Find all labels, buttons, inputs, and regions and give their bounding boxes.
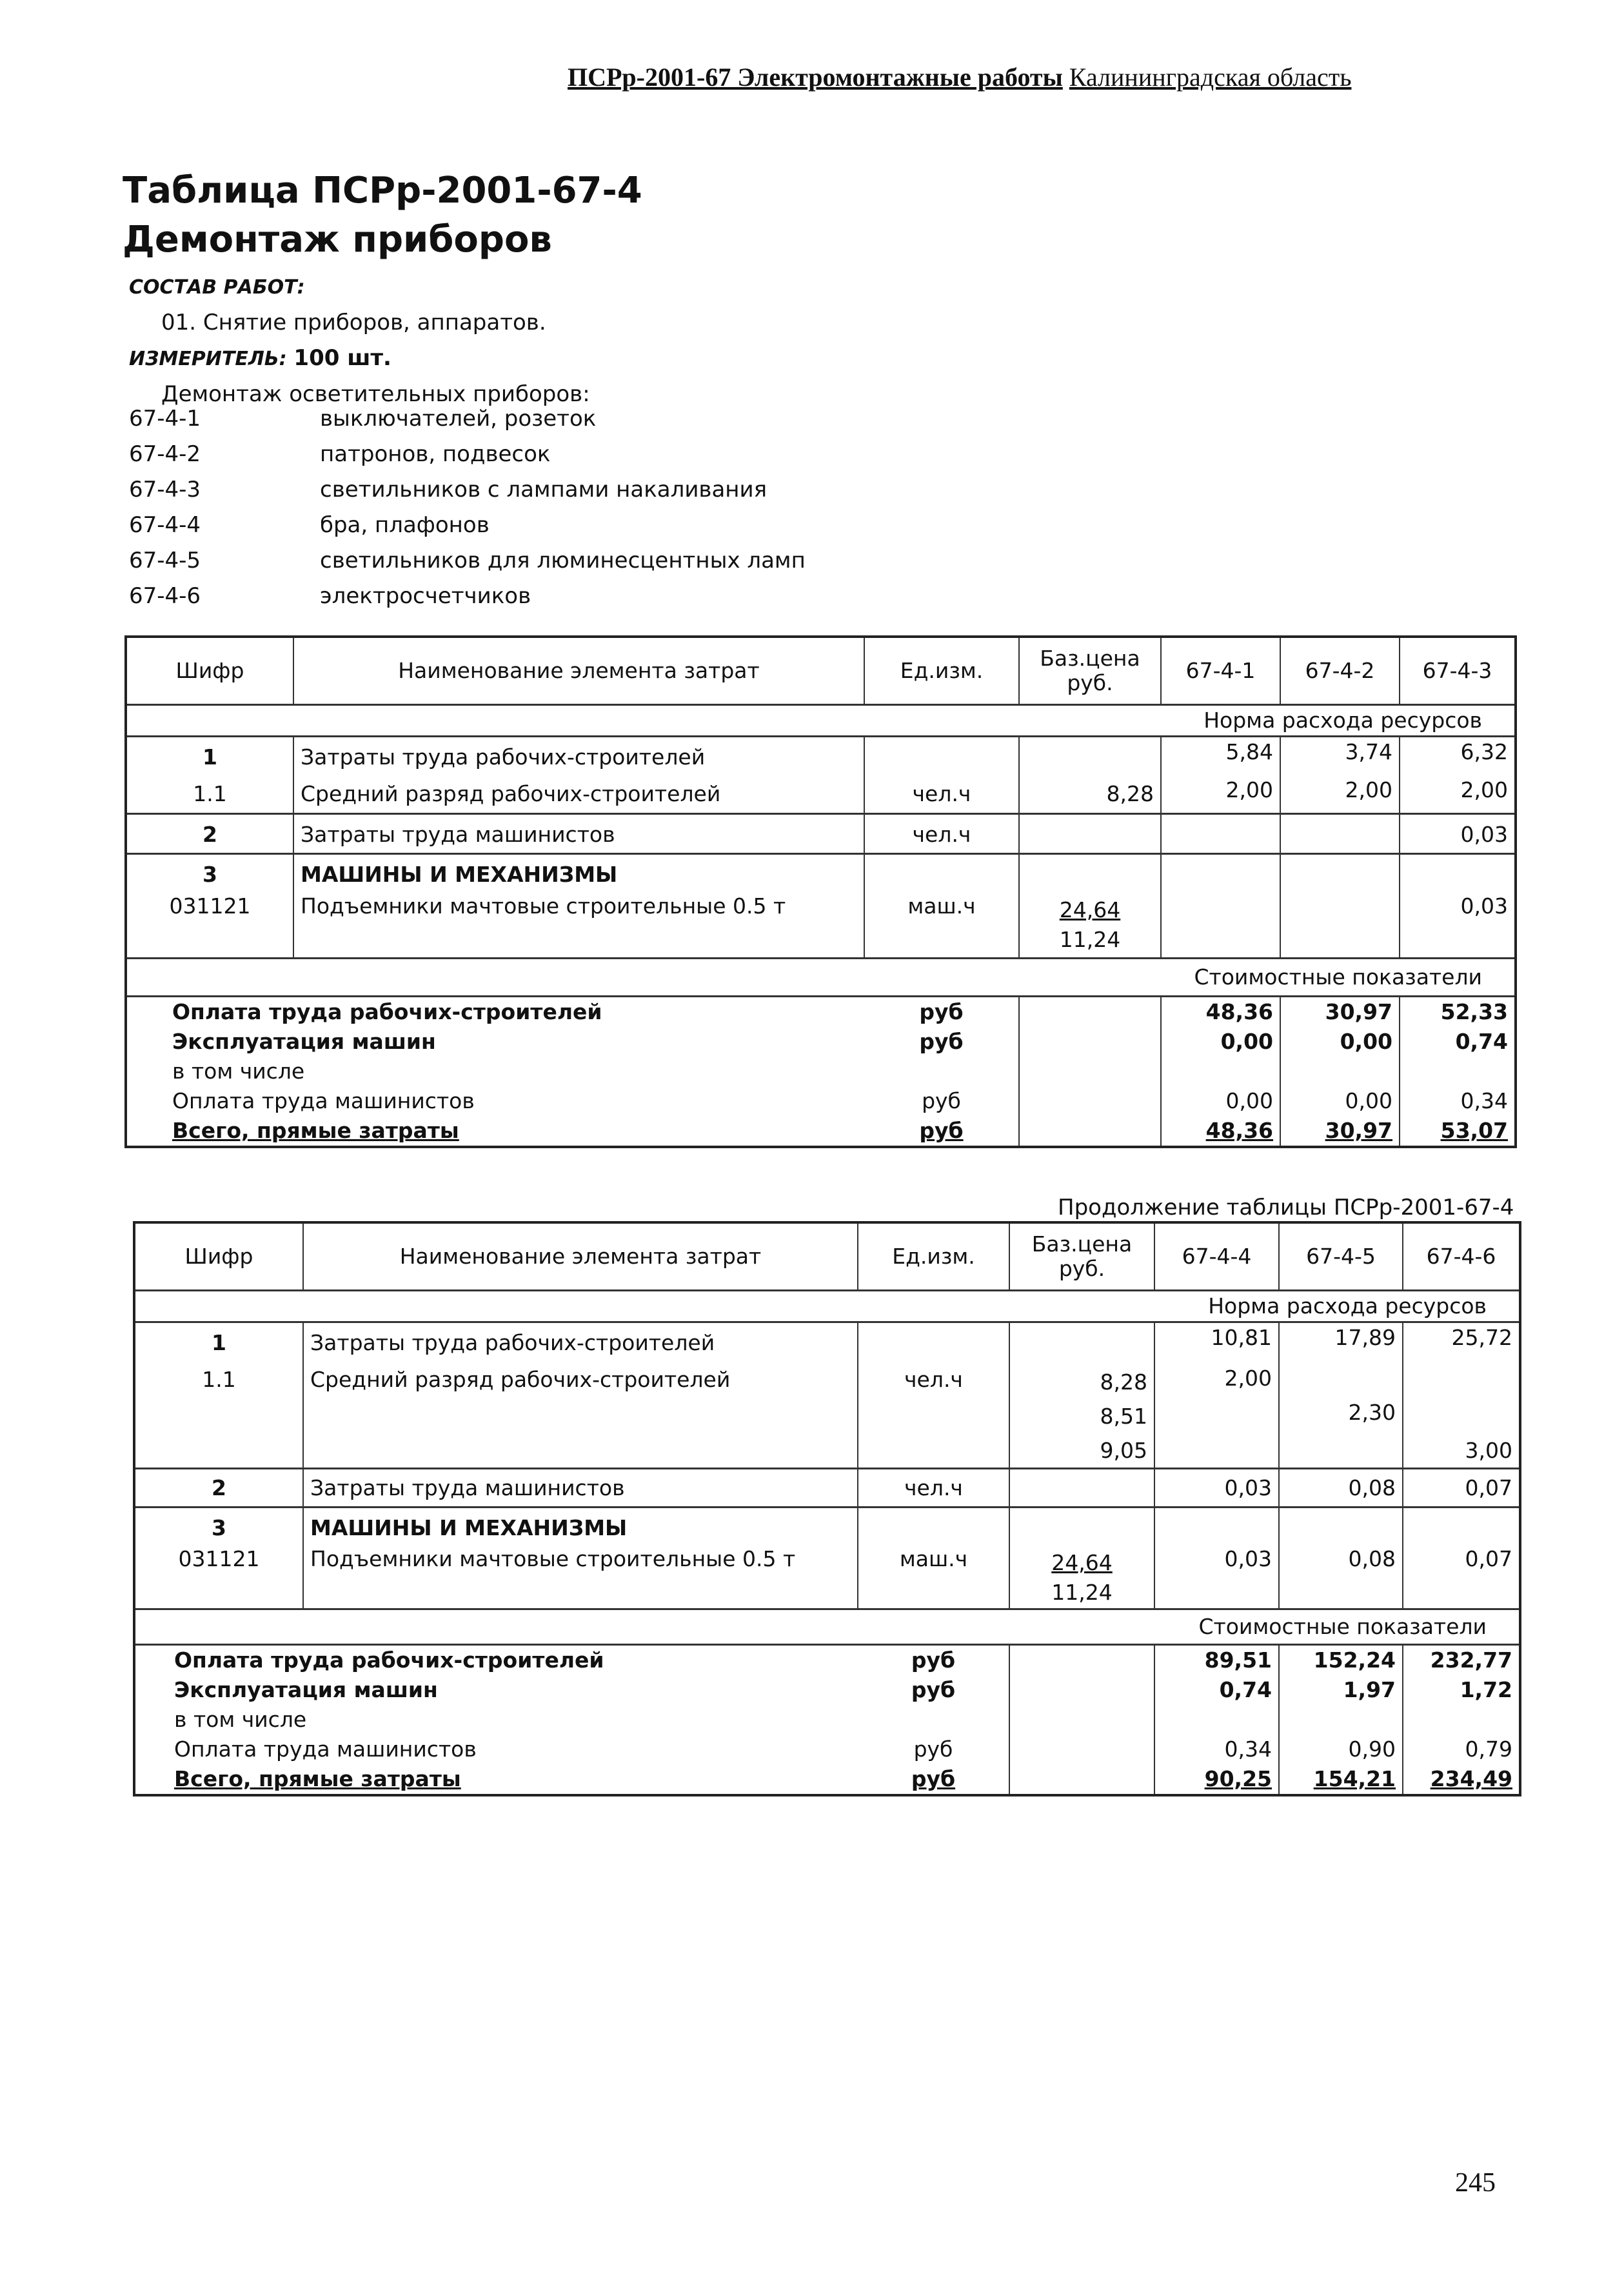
col-name: Наименование элемента затрат [293, 637, 864, 705]
measure-line [129, 341, 590, 377]
table-row: 3 МАШИНЫ И МЕХАНИЗМЫ [126, 854, 1516, 891]
table-row: 1 Затраты труда рабочих-строителей 10,81 17,89 25,72 [134, 1322, 1520, 1361]
item-code: 67-4-3 [129, 477, 201, 503]
list-item [129, 401, 806, 437]
page-number: 245 [1455, 2168, 1496, 2198]
cost-row-total: Всего, прямые затраты руб 48,36 30,97 53,07 [126, 1116, 1516, 1147]
cost-row: в том числе [126, 1057, 1516, 1086]
table-row: 1 Затраты труда рабочих-строителей 5,84 3,74 6,32 [126, 737, 1516, 775]
continuation-caption: Продолжение таблицы ПСРр-2001-67-4 [1058, 1195, 1514, 1220]
composition-label: СОСТАВ РАБОТ: [129, 276, 305, 299]
col-67-4-6: 67-4-6 [1403, 1222, 1520, 1291]
col-67-4-4: 67-4-4 [1154, 1222, 1279, 1291]
title-line-2: Демонтаж приборов [123, 219, 552, 261]
running-header [568, 62, 1509, 92]
item-code: 67-4-5 [129, 548, 201, 573]
header-title: ПСРр-2001-67 Электромонтажные работы [568, 63, 1063, 92]
col-unit: Ед.изм. [858, 1222, 1009, 1291]
table-row: 031121 Подъемники мачтовые строительные 0.5 т маш.ч 24,64 11,24 0,03 0,08 0,07 [134, 1544, 1520, 1609]
col-unit: Ед.изм. [864, 637, 1019, 705]
list-item [129, 508, 806, 543]
resource-table-1 [124, 635, 1517, 1148]
cost-row: Оплата труда рабочих-строителей руб 48,36 30,97 52,33 [126, 997, 1516, 1028]
item-code: 67-4-4 [129, 512, 201, 538]
measure-label: ИЗМЕРИТЕЛЬ: [129, 348, 287, 370]
item-name: электросчетчиков [320, 583, 531, 609]
list-item [129, 472, 806, 508]
cost-row: в том числе [134, 1705, 1520, 1735]
list-item [129, 579, 806, 614]
header-region: Калининградская область [1069, 63, 1352, 92]
title-line-1: Таблица ПСРр-2001-67-4 [123, 170, 642, 212]
cost-row: Эксплуатация машин руб 0,00 0,00 0,74 [126, 1027, 1516, 1057]
composition-item: 01. Снятие приборов, аппаратов. [161, 310, 546, 335]
item-code: 67-4-1 [129, 406, 201, 432]
item-name: выключателей, розеток [320, 406, 597, 432]
table-row: 3 МАШИНЫ И МЕХАНИЗМЫ [134, 1507, 1520, 1544]
col-name: Наименование элемента затрат [303, 1222, 858, 1291]
measure-value: 100 шт. [293, 345, 391, 371]
work-composition [129, 270, 590, 412]
item-code: 67-4-2 [129, 441, 201, 467]
item-name: бра, плафонов [320, 512, 490, 538]
cost-row: Оплата труда рабочих-строителей руб 89,51 152,24 232,77 [134, 1644, 1520, 1675]
table-row: 1.1 Средний разряд рабочих-строителей чел.ч 8,28 8,51 9,05 2,00 2,30 3,00 [134, 1361, 1520, 1469]
cost-row-total: Всего, прямые затраты руб 90,25 154,21 234,49 [134, 1764, 1520, 1795]
item-list [129, 401, 806, 614]
item-name: светильников для люминесцентных ламп [320, 548, 806, 573]
col-67-4-1: 67-4-1 [1161, 637, 1280, 705]
col-67-4-2: 67-4-2 [1280, 637, 1400, 705]
item-name: светильников с лампами накаливания [320, 477, 767, 503]
machine-price: 24,64 11,24 [1009, 1544, 1154, 1609]
table-row: 2 Затраты труда машинистов чел.ч 0,03 [126, 814, 1516, 854]
section-cost: Стоимостные показатели [126, 959, 1516, 997]
col-67-4-3: 67-4-3 [1400, 637, 1516, 705]
page-title [123, 166, 642, 264]
table-row: 031121 Подъемники мачтовые строительные 0.5 т маш.ч 24,64 11,24 0,03 [126, 891, 1516, 959]
table-row: 2 Затраты труда машинистов чел.ч 0,03 0,08 0,07 [134, 1468, 1520, 1507]
table-header [126, 637, 1516, 705]
section-cost: Стоимостные показатели [134, 1609, 1520, 1644]
item-name: патронов, подвесок [320, 441, 551, 467]
list-item [129, 437, 806, 472]
col-code: Шифр [126, 637, 293, 705]
composition-intro: Демонтаж осветительных приборов: [161, 381, 590, 407]
col-code: Шифр [134, 1222, 303, 1291]
cost-row: Оплата труда машинистов руб 0,34 0,90 0,79 [134, 1735, 1520, 1764]
table-header [134, 1222, 1520, 1291]
cost-row: Оплата труда машинистов руб 0,00 0,00 0,34 [126, 1086, 1516, 1116]
col-67-4-5: 67-4-5 [1279, 1222, 1403, 1291]
table-row: 1.1 Средний разряд рабочих-строителей чел.ч 8,28 2,00 2,00 2,00 [126, 775, 1516, 814]
list-item [129, 543, 806, 579]
resource-table-2 [133, 1221, 1521, 1796]
section-norm: Норма расхода ресурсов [134, 1291, 1520, 1322]
rank-prices: 8,28 8,51 9,05 [1009, 1361, 1154, 1469]
section-norm: Норма расхода ресурсов [126, 705, 1516, 737]
machine-price: 24,64 11,24 [1019, 891, 1161, 959]
col-price: Баз.цена руб. [1009, 1222, 1154, 1291]
col-price: Баз.цена руб. [1019, 637, 1161, 705]
cost-row: Эксплуатация машин руб 0,74 1,97 1,72 [134, 1675, 1520, 1705]
item-code: 67-4-6 [129, 583, 201, 609]
